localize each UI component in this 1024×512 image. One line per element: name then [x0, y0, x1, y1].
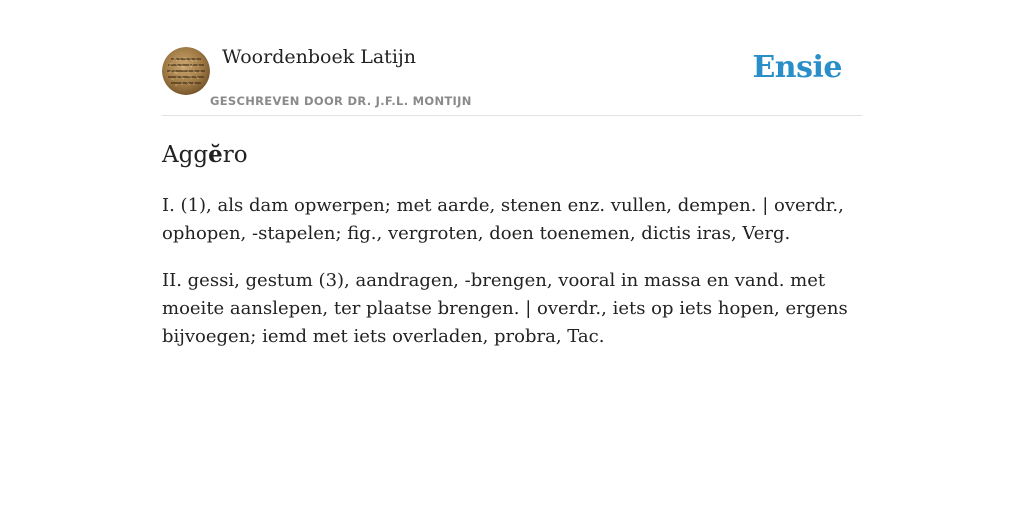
- entry-title-suffix: ro: [222, 142, 248, 168]
- entry-title-prefix: Agg: [162, 142, 209, 168]
- inscription-logo-icon[interactable]: [162, 47, 210, 95]
- header: [162, 40, 862, 116]
- definition-paragraph: II. gessi, gestum (3), aandragen, -brengen, vooral in massa en vand. met moeite aanslepen, ter plaatse brengen. | overdr., iets op iets hopen, ergens bijvoegen; iemd met iets overladen, probra, Tac.: [162, 270, 848, 347]
- ensie-brand-logo[interactable]: Ensie: [752, 50, 842, 85]
- entry-definition: [162, 192, 862, 351]
- entry-title-breve-letter: ĕ: [208, 141, 223, 168]
- entry-title: [162, 140, 862, 170]
- book-title-link[interactable]: Woordenboek Latijn: [222, 46, 417, 68]
- author-credit: GESCHREVEN DOOR DR. J.F.L. MONTIJN: [210, 94, 472, 108]
- page-container: [162, 40, 862, 351]
- definition-paragraph: I. (1), als dam opwerpen; met aarde, stenen enz. vullen, dempen. | overdr., ophopen, -stapelen; fig., vergroten, doen toenemen, dictis iras, Verg.: [162, 195, 844, 244]
